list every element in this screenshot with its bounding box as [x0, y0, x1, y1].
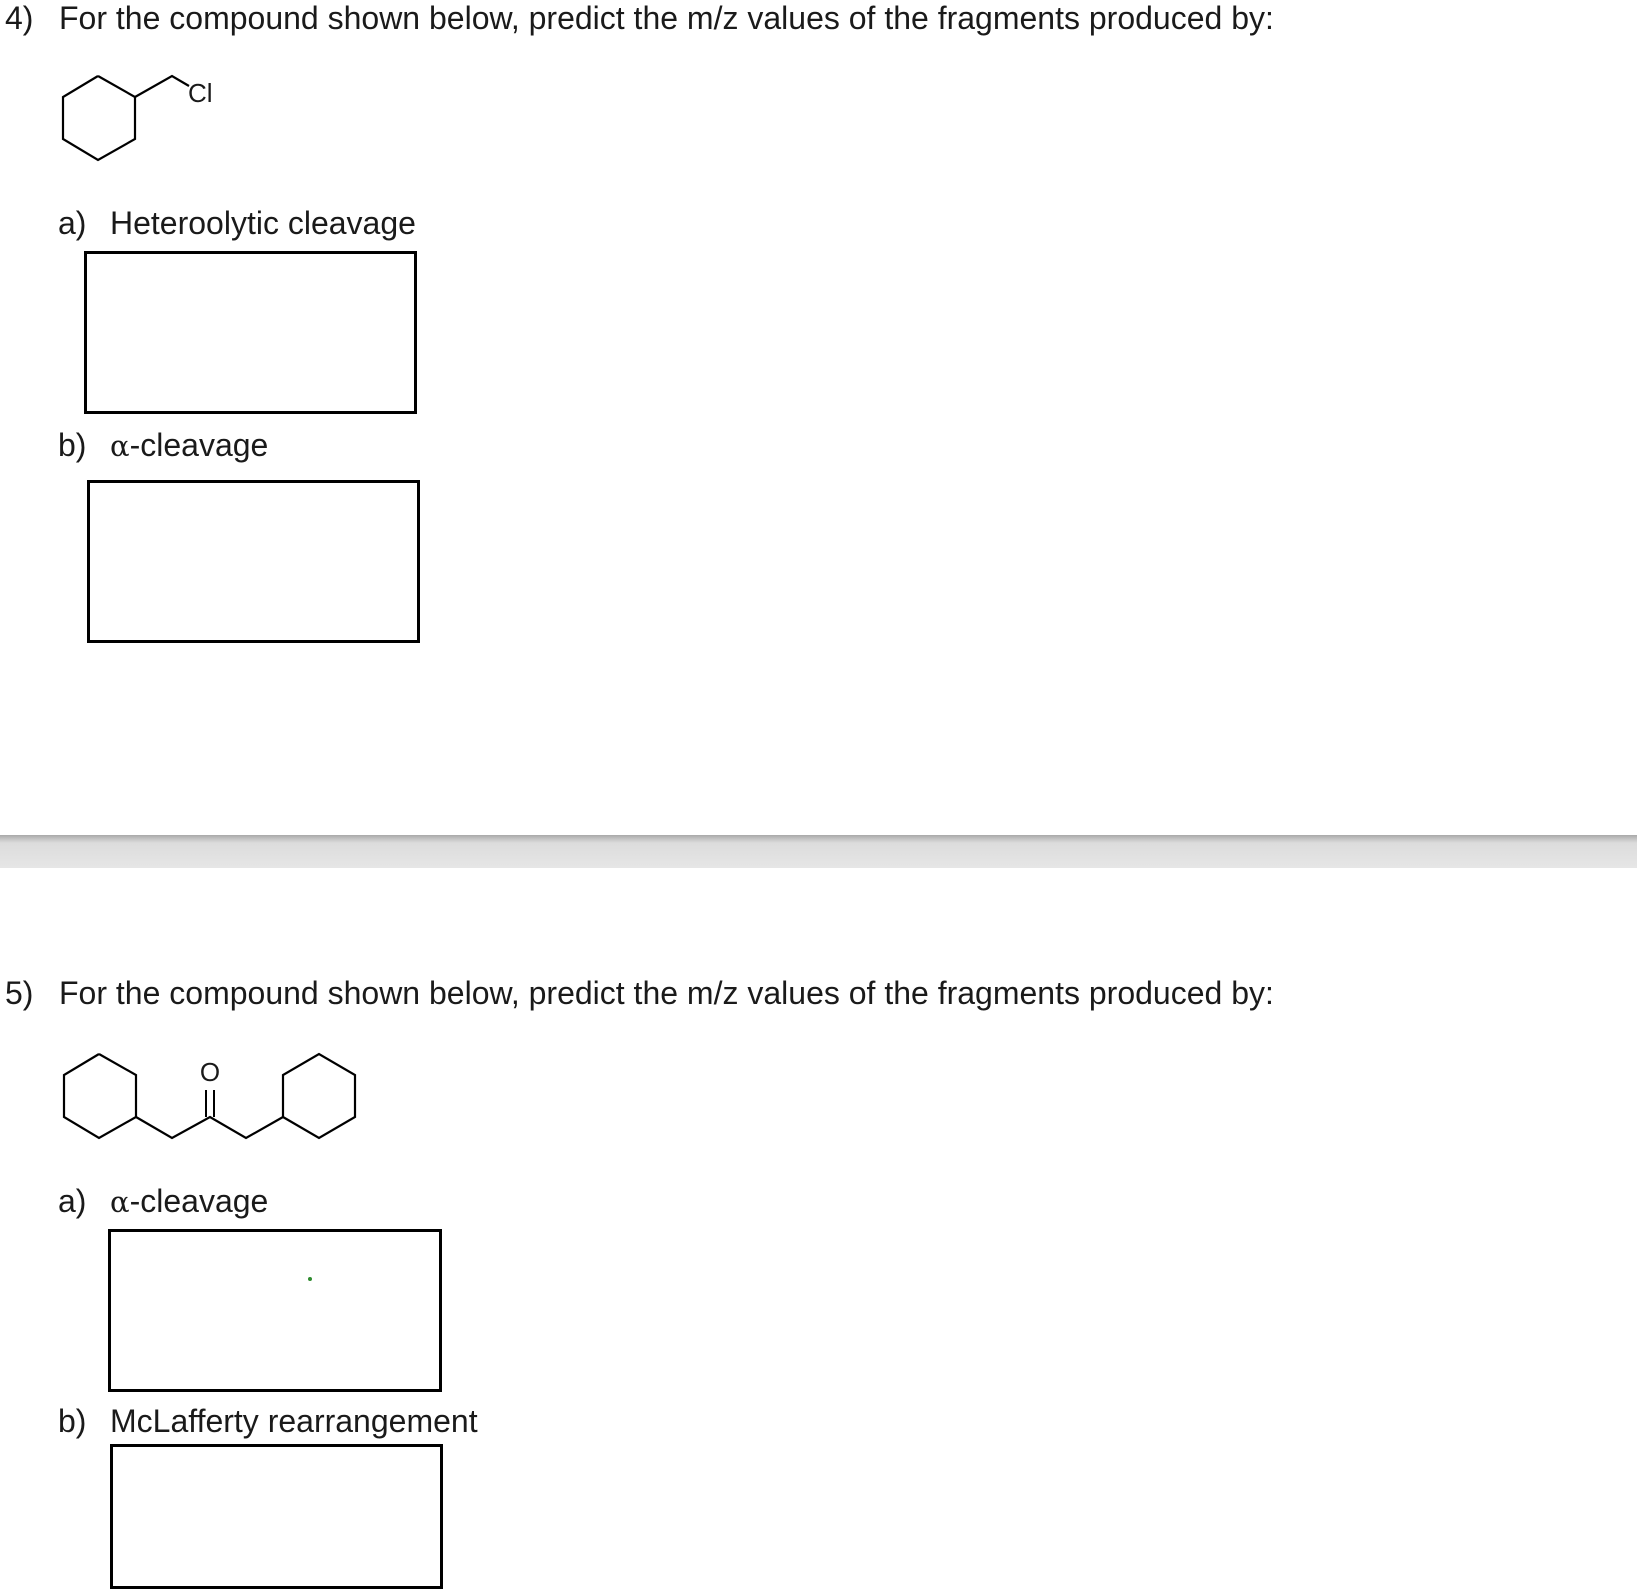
part-letter: b): [58, 1403, 87, 1439]
chloromethyl-cyclohexane-structure: [55, 68, 245, 168]
question-4-prompt: [5, 2, 1274, 34]
dicyclohexyl-propanone-structure: [55, 1040, 365, 1150]
answer-box-4a[interactable]: [84, 251, 417, 414]
oxygen-label: O: [199, 1057, 221, 1087]
question-5-prompt: [5, 977, 1274, 1009]
part-prefix: α: [110, 1185, 130, 1219]
part-letter: a): [58, 205, 87, 241]
part-label: -cleavage: [129, 427, 269, 463]
right-cyclohexane-ring: [283, 1054, 355, 1138]
part-label: Heteroolytic cleavage: [110, 205, 416, 241]
question-text: For the compound shown below, predict the m/z values of the fragments produced by:: [59, 0, 1274, 36]
part-label: McLafferty rearrangement: [110, 1403, 478, 1439]
question-4-part-b: [58, 429, 268, 461]
part-prefix: α: [110, 429, 130, 463]
ch2-bond: [135, 76, 189, 97]
question-number: 5): [5, 975, 34, 1011]
answer-box-5a[interactable]: [108, 1229, 442, 1392]
page-divider: [0, 835, 1637, 868]
part-label: -cleavage: [129, 1183, 269, 1219]
part-letter: b): [58, 427, 87, 463]
answer-box-4b[interactable]: [87, 480, 420, 643]
cyclohexane-ring: [63, 76, 135, 160]
chlorine-label: Cl: [188, 78, 213, 108]
question-5-part-b: [58, 1405, 478, 1437]
part-letter: a): [58, 1183, 87, 1219]
question-text: For the compound shown below, predict the m/z values of the fragments produced by:: [59, 975, 1274, 1011]
question-5-part-a: [58, 1185, 268, 1217]
left-cyclohexane-ring: [64, 1054, 136, 1138]
question-number: 4): [5, 0, 34, 36]
question-4-part-a: [58, 207, 416, 239]
ketone-chain: [136, 1117, 283, 1138]
answer-box-5b[interactable]: [110, 1444, 443, 1589]
stray-mark: [308, 1277, 312, 1281]
